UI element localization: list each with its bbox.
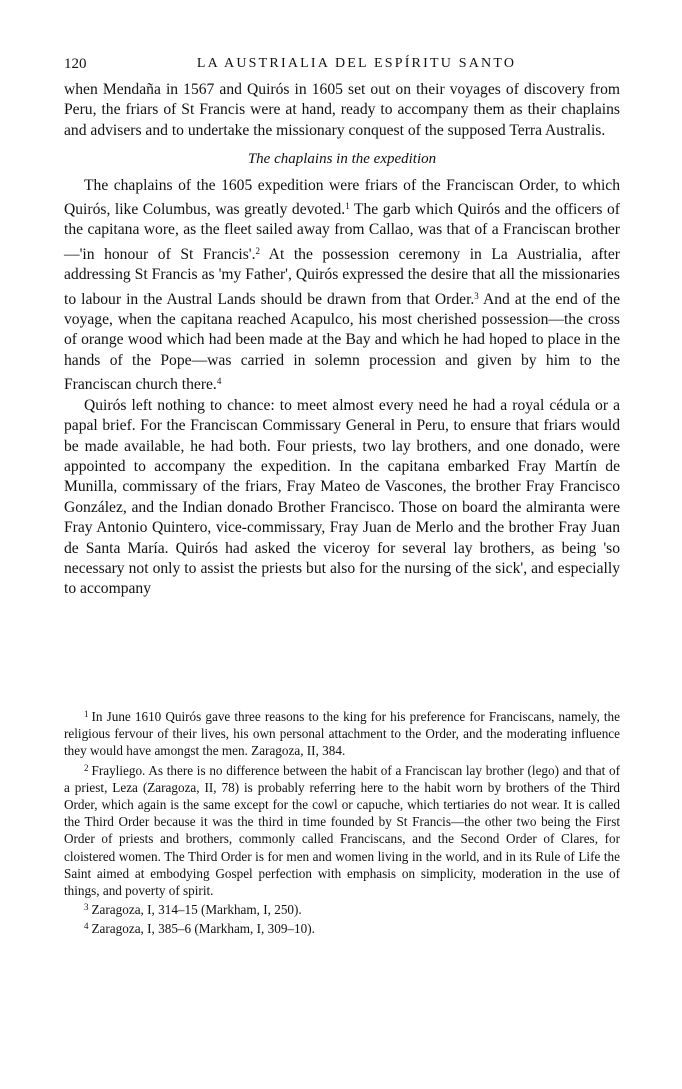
page-header [64,54,619,74]
paragraph-chaplains-text-d: And at the end of the voyage, when the capitana reached Acapulco, his most cherished possession—the cross of orange wood which had been made at the Bay and which he had hoped to place in the hands of the Pope—was carried in solemn procession and given by him to the Franciscan church there. [64,290,620,394]
footnote-4-text: Zaragoza, I, 385–6 (Markham, I, 309–10). [91,921,315,937]
paragraph-chaplains-text-c: At the possession ceremony in La Austrialia, after addressing St Francis as 'my Father', Quirós expressed the desire that all the missionaries to labour in the Austral Lands should be drawn from that Order. [64,245,620,308]
footnote-4-mark: 4 [84,921,89,932]
paragraph-chaplains-text-b: The garb which Quirós and the officers of the capitana wore, as the fleet sailed away from Callao, was that of a Franciscan brother—'in honour of St Francis'. [64,201,621,263]
paragraph-intro: when Mendaña in 1567 and Quirós in 1605 set out on their voyages of discovery from Peru, the friars of St Francis were at hand, ready to accompany them as their chaplains and advisers and to undertake the missionary conquest of the supposed Terra Australis. [64,81,620,139]
main-text [64,80,620,600]
footnote-1-text: In June 1610 Quirós gave three reasons to the king for his preference for Franciscans, namely, the religious fervour of their lives, his own personal attachment to the Order, and the moderating influence they would have amongst the men. Zaragoza, II, 384. [64,709,620,759]
footnote-3-text: Zaragoza, I, 314–15 (Markham, I, 250). [91,902,302,918]
footnote-1-mark: 1 [84,709,89,719]
footnote-ref-2[interactable]: 2 [255,245,260,256]
footnote-2-text: Frayliego. As there is no difference between the habit of a Franciscan lay brother (lego) and that of a priest, Leza (Zaragoza, II, 78) is probably referring here to the habit worn by brothers of the Third Order, which again is the same except for the cowl or capuche, which tertiaries do not wear. It is called the Third Order because it was the third in time founded by St Francis—the other two being the First Order of priests and brothers, commonly called Franciscans, and the Second Order of Clares, for cloistered women. The Third Order is for men and women living in the world, and in its Rule of Life the Saint aimed at embodying Gospel perfection with emphasis on simplicity, moderation in the use of things, and poverty of spirit. [64,762,620,899]
footnote-ref-1[interactable]: 1 [345,201,350,212]
footnote-4 [64,918,620,937]
footnote-2-mark: 2 [84,762,89,773]
running-head: LA AUSTRIALIA DEL ESPÍRITU SANTO [196,56,517,71]
footnote-3-mark: 3 [84,902,89,913]
paragraph-chaplains [64,176,620,396]
footnote-ref-3[interactable]: 3 [474,290,479,301]
page-number: 120 [64,56,87,72]
footnote-3 [64,899,620,918]
footnote-ref-4[interactable]: 4 [216,376,222,387]
section-heading: The chaplains in the expedition [247,151,437,168]
footnotes [64,706,620,938]
footnote-1 [64,706,620,760]
paragraph-quiros: Quirós left nothing to chance: to meet almost every need he had a royal cédula or a papal brief. For the Franciscan Commissary General in Peru, to ensure that friars would be made available, he had both. Four priests, two lay brothers, and one donado, were appointed to accompany the expedition. In the capitana embarked Fray Martín de Munilla, commissary of the friars, Fray Mateo de Vascones, the brother Fray Francisco González, and the Indian donado Brother Francisco. Those on board the almiranta were Fray Antonio Quintero, vice-commissary, Fray Juan de Merlo and the brother Fray Juan de Santa María. Quirós had asked the viceroy for several lay brothers, as being 'so necessary not only to assist the priests but also for the nursing of the sick', and especially to accompany [64,396,620,598]
footnote-2 [64,760,620,900]
paragraph-chaplains-text-a: The chaplains of the 1605 expedition were friars of the Franciscan Order, to which Quirós, like Columbus, was greatly devoted. [64,176,620,219]
